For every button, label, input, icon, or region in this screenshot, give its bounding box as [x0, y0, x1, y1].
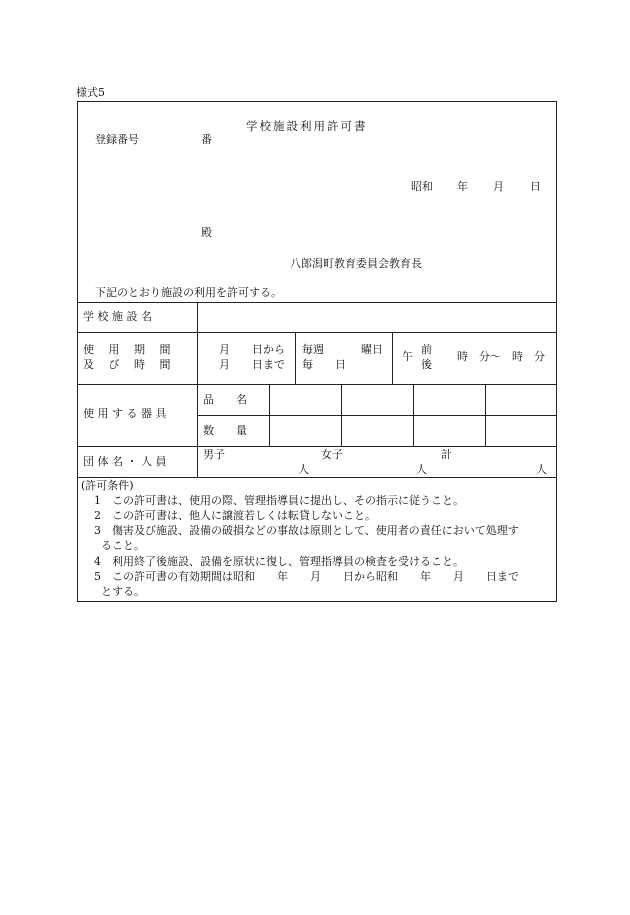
condition-item-continuation: ること。: [101, 539, 145, 552]
condition-item: 5 この許可書の有効期間は昭和 年 月 日から昭和 年 月 日まで: [94, 570, 519, 583]
issuer: 八郎潟町教育委員会教育長: [290, 257, 422, 270]
conditions-heading: (許可条件): [81, 479, 134, 492]
border-top: [77, 101, 557, 102]
pm-label: 後: [421, 358, 432, 371]
condition-item: 3 傷害及び施設、設備の破損などの事故は原則として、使用者の責任において処理す: [94, 524, 519, 537]
weekday-label: 曜日: [361, 343, 383, 356]
condition-item: 2 この許可書は、他人に譲渡若しくは転貸しないこと。: [94, 509, 376, 522]
column-divider: [413, 384, 414, 447]
label-column-divider: [197, 302, 198, 478]
condition-item-continuation: とする。: [101, 585, 145, 598]
facility-label: 学 校 施 設 名: [83, 310, 152, 323]
registration-suffix: 番: [201, 133, 212, 146]
border-right: [556, 101, 557, 602]
row-divider: [197, 415, 557, 416]
form-title: 学校施設利用許可書: [246, 119, 368, 133]
addressee-suffix: 殿: [201, 226, 212, 239]
form-number-label: 様式5: [76, 86, 105, 99]
period-label: 使 用 期 間: [83, 343, 171, 356]
male-label: 男子: [203, 448, 225, 461]
row-divider: [77, 302, 557, 303]
female-label: 女子: [321, 448, 343, 461]
column-divider: [392, 332, 393, 385]
total-label: 計: [441, 448, 452, 461]
date-year: 年: [457, 180, 468, 193]
column-divider: [341, 384, 342, 447]
border-bottom: [77, 601, 557, 602]
date-from: 月 日から: [219, 343, 285, 356]
person-unit: 人: [298, 463, 309, 476]
quantity-label: 数 量: [203, 424, 247, 437]
registration-label: 登録番号: [95, 133, 139, 146]
date-day: 日: [530, 180, 541, 193]
intro-text: 下記のとおり施設の利用を許可する。: [95, 286, 282, 299]
column-divider: [485, 384, 486, 447]
date-to: 月 日まで: [219, 358, 285, 371]
condition-item: 1 この許可書は、使用の際、管理指導員に提出し、その指示に従うこと。: [94, 494, 464, 507]
group-label: 団 体 名 ・ 人 員: [83, 455, 167, 468]
daily-label: 毎 日: [302, 358, 346, 371]
person-unit: 人: [536, 463, 547, 476]
am-label: 前: [421, 343, 432, 356]
condition-item: 4 利用終了後施設、設備を原状に復し、管理指導員の検査を受けること。: [94, 555, 464, 568]
row-divider: [77, 332, 557, 333]
person-unit: 人: [416, 463, 427, 476]
equipment-label: 使 用 す る 器 具: [83, 407, 167, 420]
column-divider: [269, 384, 270, 447]
column-divider: [295, 332, 296, 385]
date-month: 月: [493, 180, 504, 193]
noon-label: 午: [402, 350, 413, 363]
item-name-label: 品 名: [203, 393, 247, 406]
period-label: 及 び 時 間: [83, 358, 171, 371]
row-divider: [77, 477, 557, 478]
border-left: [77, 101, 78, 602]
time-range: 時 分～ 時 分: [457, 350, 545, 363]
weekly-label: 毎週: [302, 343, 324, 356]
date-era: 昭和: [411, 180, 433, 193]
